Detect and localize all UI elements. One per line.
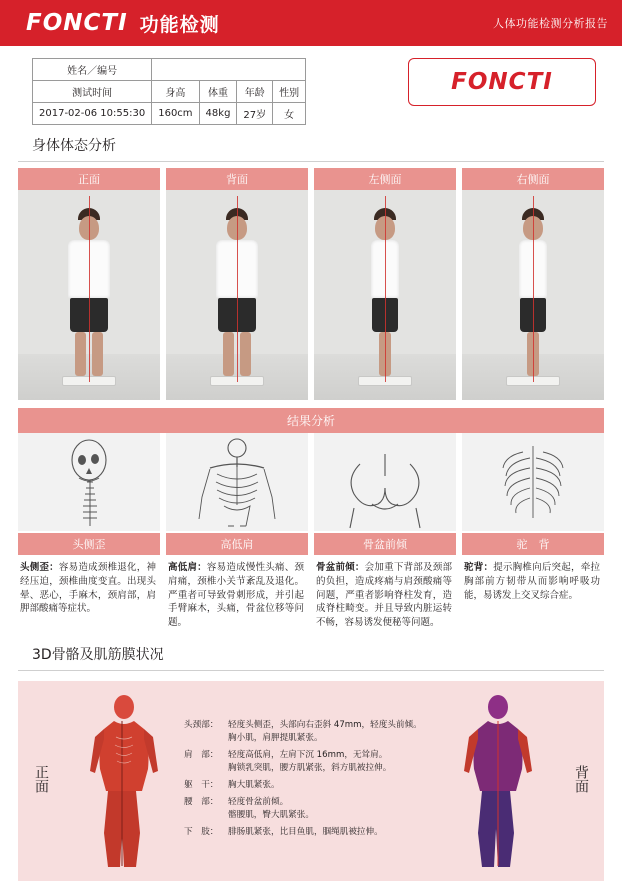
note-item [184, 719, 434, 745]
posture-caption: 左侧面 [314, 168, 456, 190]
note-line: 胸大肌紧张。 [228, 779, 280, 790]
result-caption: 骨盆前倾 [314, 533, 456, 555]
result-section-title: 结果分析 [18, 408, 604, 433]
posture-photo [462, 190, 604, 400]
logo-box [408, 58, 596, 106]
posture-section-title: 身体体态分析 [32, 138, 116, 154]
note-item [184, 749, 434, 775]
body-model-back [438, 691, 558, 871]
posture-caption: 正面 [18, 168, 160, 190]
pelvis-icon [320, 434, 450, 530]
gender-value: 女 [273, 103, 306, 125]
logo-box-text: FONCTI [451, 69, 553, 95]
weight-value: 48kg [199, 103, 237, 125]
anatomy-front-icon [64, 691, 184, 876]
result-term: 头侧歪： [20, 562, 59, 573]
divider [18, 161, 604, 162]
result-term: 骨盆前倾： [316, 562, 365, 573]
note-key: 头颈部： [184, 720, 219, 731]
note-line: 胸锁乳突肌，腰方肌紧张，斜方肌被拉伸。 [228, 762, 392, 773]
note-value [228, 749, 434, 775]
plumb-line [89, 196, 90, 382]
threed-left-label [18, 765, 64, 797]
report-title: 人体功能检测分析报告 [493, 17, 608, 30]
plumb-line [237, 196, 238, 382]
note-value [228, 719, 434, 745]
result-desc: 会加重下背部及颈部的负担，造成疼痛与肩颈酸痛等问题，严重者影响脊柱发育，造成脊柱畸变。并且导致内脏运转不畅，容易诱发便秘等问题。 [316, 562, 452, 629]
threed-notes [184, 713, 438, 848]
threed-section-title: 3D骨骼及肌筋膜状况 [32, 646, 164, 663]
leg [223, 332, 234, 376]
result-item-hunchback [462, 433, 604, 630]
brand-logo [26, 10, 128, 36]
leg [92, 332, 103, 376]
plumb-line [385, 196, 386, 382]
posture-view-left [314, 168, 456, 400]
note-line: 轻度头侧歪，头部向右歪斜 47mm，轻度头前倾。 [228, 720, 422, 731]
height-value: 160cm [152, 103, 199, 125]
table-row [33, 59, 306, 81]
col-label-height: 身高 [152, 81, 199, 103]
result-term: 驼背： [464, 562, 494, 573]
result-term: 高低肩： [168, 562, 207, 573]
col-label-gender: 性别 [273, 81, 306, 103]
note-item [184, 796, 434, 822]
info-row [0, 46, 622, 129]
posture-photo [166, 190, 308, 400]
result-desc: 容易造成颈椎退化，神经压迫，颈椎曲度变直。出现头晕、恶心，手麻木，颈肩部，肩胛部酸痛等症状。 [20, 562, 156, 615]
time-label: 测试时间 [33, 81, 152, 103]
threed-right-label [558, 765, 604, 797]
result-text [18, 555, 160, 616]
result-caption: 头侧歪 [18, 533, 160, 555]
info-table [32, 58, 306, 125]
posture-view-back [166, 168, 308, 400]
note-value [228, 796, 434, 822]
page-header [0, 0, 622, 46]
result-illustration [462, 433, 604, 531]
brand-logo-text: FONCTI [26, 10, 128, 36]
result-grid [0, 433, 622, 630]
table-row [33, 103, 306, 125]
note-line: 髂腰肌，臀大肌紧张。 [228, 809, 314, 820]
result-illustration [314, 433, 456, 531]
name-value [152, 59, 306, 81]
brand-subtitle: 功能检测 [139, 13, 220, 36]
result-text [314, 555, 456, 630]
result-illustration [18, 433, 160, 531]
result-text [462, 555, 604, 602]
result-illustration [166, 433, 308, 531]
note-line: 胸小肌，肩胛提肌紧张。 [228, 733, 323, 744]
note-key: 躯 干： [184, 779, 219, 790]
ribcage-icon [468, 434, 598, 530]
posture-grid [0, 168, 622, 400]
plumb-line [533, 196, 534, 382]
body-model-front [64, 691, 184, 871]
posture-caption: 背面 [166, 168, 308, 190]
col-label-age: 年龄 [237, 81, 273, 103]
note-key: 下 肢： [184, 826, 219, 837]
note-key: 肩 部： [184, 750, 219, 761]
leg [240, 332, 251, 376]
result-item-pelvic-tilt [314, 433, 456, 630]
result-item-head-tilt [18, 433, 160, 630]
result-caption: 驼 背 [462, 533, 604, 555]
posture-view-right [462, 168, 604, 400]
brand-group [26, 10, 220, 37]
note-key: 腰 部： [184, 796, 219, 807]
posture-photo [18, 190, 160, 400]
posture-photo [314, 190, 456, 400]
note-line: 轻度高低肩，左肩下沉 16mm，无耸肩。 [228, 750, 388, 761]
result-item-uneven-shoulders [166, 433, 308, 630]
threed-right-label-text: 背面 [573, 764, 590, 793]
note-item [184, 826, 434, 839]
result-text [166, 555, 308, 630]
note-line: 腓肠肌紧张，比目鱼肌，腘绳肌被拉伸。 [228, 826, 383, 837]
skull-spine-icon [29, 434, 149, 530]
note-item [184, 779, 434, 792]
time-value: 2017-02-06 10:55:30 [33, 103, 152, 125]
result-desc: 容易造成慢性头痛、颈肩痛，颈椎小关节紊乱及退化。严重者可导致骨刺形成，并引起手臂麻木，头痛，骨盆位移等问题。 [168, 562, 304, 629]
threed-left-label-text: 正面 [33, 764, 50, 793]
table-row [33, 81, 306, 103]
skeleton-upper-icon [172, 434, 302, 530]
result-caption: 高低肩 [166, 533, 308, 555]
age-value: 27岁 [237, 103, 273, 125]
leg [75, 332, 86, 376]
note-value [228, 826, 434, 839]
anatomy-back-icon [438, 691, 558, 876]
posture-caption: 右侧面 [462, 168, 604, 190]
note-value [228, 779, 434, 792]
threed-panel [18, 681, 604, 881]
divider [18, 670, 604, 671]
result-desc: 提示胸椎向后突起，牵拉胸部前方韧带从而影响呼吸功能，易诱发上交叉综合症。 [464, 562, 600, 601]
note-line: 轻度骨盆前倾。 [228, 796, 289, 807]
name-label: 姓名／编号 [33, 59, 152, 81]
col-label-weight: 体重 [199, 81, 237, 103]
posture-view-front [18, 168, 160, 400]
